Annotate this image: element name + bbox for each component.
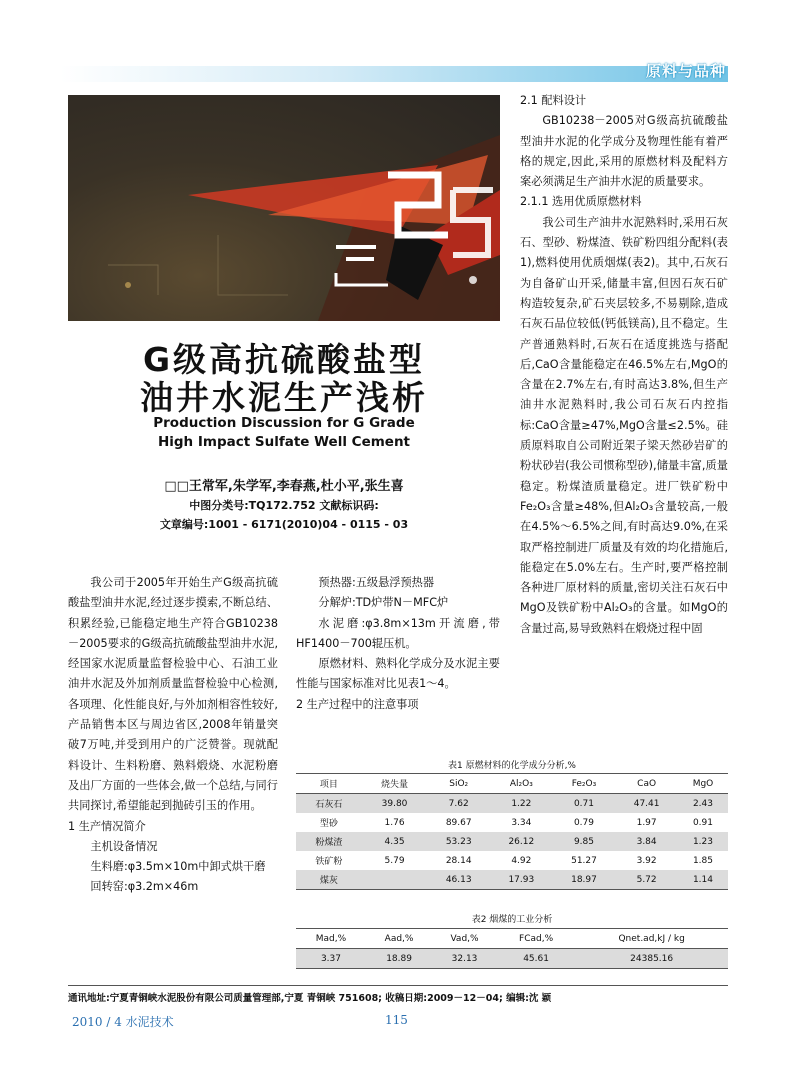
table-cell: 18.97 <box>553 870 616 890</box>
materials-selection-paragraph: 我公司生产油井水泥熟料时,采用石灰石、型砂、粉煤渣、铁矿粉四组分配料(表1),燃料使用优质烟煤(表2)。其中,石灰石为自备矿山开采,储量丰富,但因石灰石矿构造较复杂,矿石夹层较多,不易剔除,造成石灰石品位较低(钙低镁高),且不稳定。生产普通熟料时,石灰石在适度挑选与搭配后,CaO含量能稳定在46.5%左右,MgO的含量在2.7%左右,有时高达3.8%,但生产油井水泥熟料时,我公司石灰石内控指标:CaO含量≥47%,MgO含量≤2.5%。硅质原料取自公司附近架子梁天然砂岩矿的粉状砂岩(我公司惯称型砂),储量丰富,质量稳定。粉煤渣质量稳定。进厂铁矿粉中Fe₂O₃含量≥48%,但Al₂O₃含量较高,一般在4.5%～6.5%之间,有时高达9.0%,在采取严格控制进厂质量及有效的均化措施后,能稳定在5.0%左右。生产时,要严格控制各种进厂原材料的质量,密切关注石灰石中MgO及铁矿粉中Al₂O₃的含量。如MgO的含量过高,易导致熟料在煅烧过程中固 <box>520 215 728 635</box>
section-heading-2: 2 生产过程中的注意事项 <box>296 697 419 711</box>
table-cell: 3.92 <box>615 851 678 870</box>
table-row <box>296 794 728 814</box>
table-cell: 型砂 <box>296 813 362 832</box>
table-cell: 17.93 <box>490 870 553 890</box>
table1-header-cell: CaO <box>615 774 678 794</box>
cement-mill-line: 水泥磨:φ3.8m×13m开流磨,带HF1400－700辊压机。 <box>296 616 500 650</box>
table-cell: 1.97 <box>615 813 678 832</box>
table-row <box>296 832 728 851</box>
table-cell: 46.13 <box>427 870 490 890</box>
table-cell: 1.85 <box>678 851 728 870</box>
table-cell: 4.92 <box>490 851 553 870</box>
table-cell: 4.35 <box>362 832 428 851</box>
table-cell: 3.37 <box>296 949 366 969</box>
table-row <box>296 813 728 832</box>
title-cn-line2: 油井水泥生产浅析 <box>140 378 428 417</box>
table1-header-cell: Fe₂O₃ <box>553 774 616 794</box>
journal-name: 2010 / 4 水泥技术 <box>72 1015 174 1029</box>
table-row <box>296 949 728 969</box>
table-cell: 5.79 <box>362 851 428 870</box>
table-cell: 3.34 <box>490 813 553 832</box>
section-heading-2-1: 2.1 配料设计 <box>520 94 587 107</box>
table-cell: 9.85 <box>553 832 616 851</box>
table2-header-cell: Aad,% <box>366 929 432 949</box>
table2-caption: 表2 烟煤的工业分析 <box>471 915 553 925</box>
table1-header-cell: Al₂O₃ <box>490 774 553 794</box>
preheater-line: 预热器:五级悬浮预热器 <box>318 576 435 589</box>
table-cell: 0.71 <box>553 794 616 814</box>
table2-header-cell: Qnet.ad,kJ / kg <box>575 929 728 949</box>
table-cell: 53.23 <box>427 832 490 851</box>
table-cell: 0.79 <box>553 813 616 832</box>
table-cell: 28.14 <box>427 851 490 870</box>
section-heading-2-1-1: 2.1.1 选用优质原燃材料 <box>520 195 642 209</box>
table1-header-cell: 烧失量 <box>362 774 428 794</box>
materials-paragraph: 原燃材料、熟料化学成分及水泥主要性能与国家标准对比见表1～4。 <box>296 657 500 691</box>
table2-header-row <box>296 929 728 949</box>
table-cell: 1.76 <box>362 813 428 832</box>
table2 <box>296 928 728 969</box>
title-en-line2: High Impact Sulfate Well Cement <box>157 434 411 450</box>
table-cell: 0.91 <box>678 813 728 832</box>
table-cell <box>362 870 428 890</box>
right-column <box>520 91 728 639</box>
calciner-line: 分解炉:TD炉带N－MFC炉 <box>318 596 449 610</box>
banner-graphic <box>68 95 500 321</box>
table-cell: 粉煤渣 <box>296 832 362 851</box>
footer-divider <box>68 985 728 986</box>
table-cell: 煤灰 <box>296 870 362 890</box>
table-cell: 51.27 <box>553 851 616 870</box>
table-cell: 24385.16 <box>575 949 728 969</box>
intro-paragraph: 我公司于2005年开始生产G级高抗硫酸盐型油井水泥,经过逐步摸索,不断总结、积累经验,已能稳定地生产符合GB10238－2005要求的G级高抗硫酸盐型油井水泥,经国家水泥质量监督检验中心、石油工业油井水泥及外加剂质量监督检验中心检测,各项理、化性能良好,与外加剂相容性较好,产品销售本区与周边省区,2008年销量突破7万吨,并受到用户的广泛赞誉。现就配料设计、生料粉磨、熟料煅烧、水泥粉磨及出厂方面的一些体会,做一个总结,与同行共同探讨,希望能起到抛砖引玉的作用。 <box>68 576 278 813</box>
table1 <box>296 773 728 890</box>
footer-address: 通讯地址:宁夏青铜峡水泥股份有限公司质量管理部,宁夏 青铜峡 751608; 收稿日期:2009－12－04; 编辑:沈 颖 <box>68 993 552 1004</box>
table1-header-cell: SiO₂ <box>427 774 490 794</box>
table-cell: 45.61 <box>497 949 575 969</box>
table-cell: 1.23 <box>678 832 728 851</box>
title-en-line1: Production Discussion for G Grade <box>153 415 415 431</box>
table-cell: 47.41 <box>615 794 678 814</box>
table-row <box>296 851 728 870</box>
middle-column <box>296 573 500 715</box>
table2-header-cell: Mad,% <box>296 929 366 949</box>
table2-header-cell: FCad,% <box>497 929 575 949</box>
kiln-line: 回转窑:φ3.2m×46m <box>90 880 199 894</box>
table-cell: 26.12 <box>490 832 553 851</box>
table-cell: 39.80 <box>362 794 428 814</box>
classification: 中图分类号:TQ172.752 文献标识码: <box>189 499 379 512</box>
header-gradient-bar <box>60 66 728 82</box>
raw-mill-line: 生料磨:φ3.5m×10m中卸式烘干磨 <box>90 860 266 874</box>
table1-caption: 表1 原燃材料的化学成分分析,% <box>447 761 576 771</box>
table1-header-row <box>296 774 728 794</box>
equipment-subheading: 主机设备情况 <box>90 839 158 853</box>
table-cell: 3.84 <box>615 832 678 851</box>
table-cell: 7.62 <box>427 794 490 814</box>
table-cell: 铁矿粉 <box>296 851 362 870</box>
table-cell: 2.43 <box>678 794 728 814</box>
section-label: 原料与品种 <box>645 62 726 80</box>
table-cell: 32.13 <box>432 949 497 969</box>
table1-header-cell: 项目 <box>296 774 362 794</box>
article-number: 文章编号:1001 - 6171(2010)04 - 0115 - 03 <box>159 518 409 531</box>
page-number: 115 <box>385 1013 408 1027</box>
section-heading-1: 1 生产情况简介 <box>68 819 146 833</box>
table-cell: 18.89 <box>366 949 432 969</box>
table-row <box>296 870 728 890</box>
authors: □□王常军,朱学军,李春燕,杜小平,张生喜 <box>164 479 404 494</box>
design-paragraph: GB10238－2005对G级高抗硫酸盐型油井水泥的化学成分及物理性能有着严格的规定,因此,采用的原燃材料及配料方案必须满足生产油井水泥的质量要求。 <box>520 114 728 189</box>
title-cn-line1: G级高抗硫酸盐型 <box>142 340 426 379</box>
banner-image <box>68 95 500 321</box>
table-cell: 89.67 <box>427 813 490 832</box>
table-cell: 1.14 <box>678 870 728 890</box>
left-column <box>68 573 278 898</box>
table-cell: 1.22 <box>490 794 553 814</box>
table1-header-cell: MgO <box>678 774 728 794</box>
table-cell: 5.72 <box>615 870 678 890</box>
table2-header-cell: Vad,% <box>432 929 497 949</box>
table-cell: 石灰石 <box>296 794 362 814</box>
